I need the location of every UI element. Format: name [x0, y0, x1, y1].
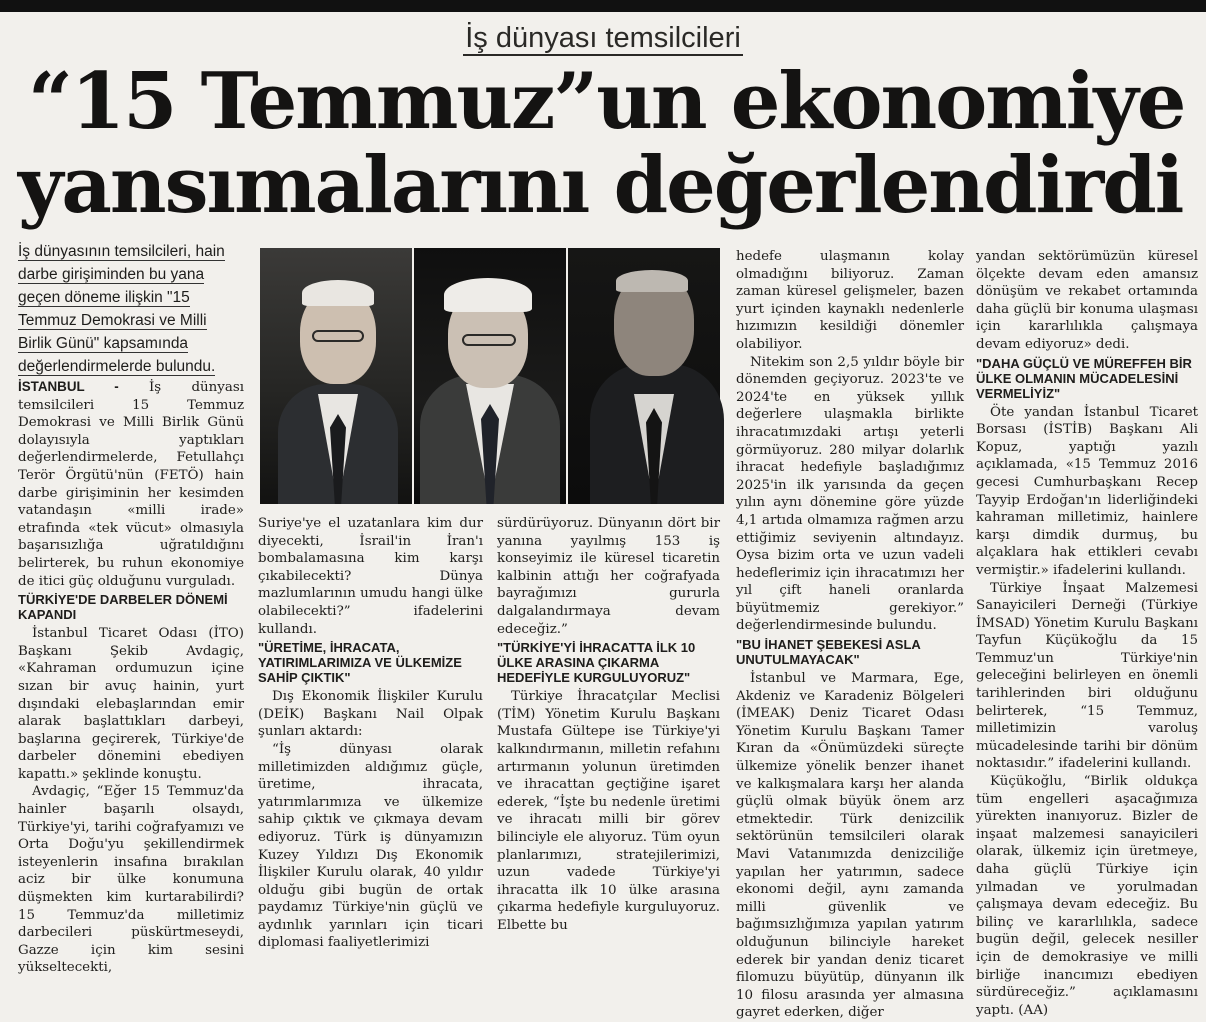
lead-paragraph: [18, 240, 238, 378]
dateline: İSTANBUL -: [18, 379, 119, 394]
col2-paragraph-2: Dış Ekonomik İlişkiler Kurulu (DEİK) Başkanı Nail Olpak şunları aktardı:: [258, 689, 483, 740]
portrait-photo-3: [568, 248, 720, 504]
subheading-ihanet: "BU İHANET ŞEBEKESİ ASLA UNUTULMAYACAK": [736, 637, 921, 668]
col4-paragraph-2: Nitekim son 2,5 yıldır böyle bir dönemden geçiyoruz. 2023'te ve 2024'te en yüksek yıllık değerlere ulaşmakla birlikte ihracatımızdaki artışı yeterli görmüyoruz. 280 milyar dolarlık ihracat hedefiyle başladığımız 2025'in ilk yarısında da geçen yılın aynı dönemine göre yüzde 4,1 artıda olmamıza rağmen arzu ettiğimiz seviyenin altındayız. Oysa bizim orta ve uzun vadeli hedeflerimiz için ihracatımızı her yıl çift haneli oranlarda büyütmemiz gerekiyor.” değerlendirmesinde bulundu.: [736, 354, 964, 634]
lead-text: İş dünyasının temsilcileri, hain darbe girişiminden bu yana geçen döneme ilişkin "15 Temmuz Demokrasi ve Milli Birlik Günü" kapsamında değerlendirmelerde bulundu.: [18, 243, 225, 375]
col3-paragraph-1: sürdürüyoruz. Dünyanın dört bir yanına yayılmış 153 iş konseyimiz ile küresel ticaretin kalbinin attığı her coğrafyada bayrağımızı gururla dalgalandırmaya devam edeceğiz.”: [497, 516, 720, 637]
subheading-darbeler: TÜRKİYE'DE DARBELER DÖNEMİ KAPANDI: [18, 592, 228, 623]
col5-paragraph-1: yandan sektörümüzün küresel ölçekte devam eden amansız dönüşüm ve rekabet ortamında daha güçlü bir konuma ulaşması için kararlılıkla çalışmaya devam ediyoruz» dedi.: [976, 249, 1198, 352]
portrait-photo-1: [260, 248, 412, 504]
top-black-band: [0, 0, 1206, 12]
article-column-4: [736, 248, 964, 1022]
col2-paragraph-3: “İş dünyası olarak milletimizden aldığımız güçle, üretime, ihracata, yatırımlarımıza ve ülkemize sahip çıktık ve çıkmaya devam ediyoruz. Türk iş dünyamızın Kuzey Yıldızı Dış Ekonomik İlişkiler Kurulu olarak, 40 yıldır olduğu gibi bugün de ortak paydamız Türkiye'nin güçlü ve aydınlık yarınları için ticari diplomasi faaliyetlerimizi: [258, 741, 483, 951]
article-column-3: [497, 515, 720, 934]
col5-paragraph-4: Küçükoğlu, “Birlik oldukça tüm engelleri aşacağımıza yürekten inanıyoruz. Bizler de inşaat malzemesi sanayicileri olarak, ülkemiz için üretmeye, daha güçlü Türkiye için yılmadan ve yorulmadan çalışmaya devam edeceğiz. Bu bilinç ve kararlılıkla, sadece bugün değil, gelecek nesiller için de demokrasiye ve milli birliğe inancımızı ebediyen sürdüreceğiz.” açıklamasını yaptı. (AA): [976, 774, 1198, 1018]
portrait-photo-2: [414, 248, 566, 504]
headline: [18, 56, 1198, 231]
headline-line-1: “15 Temmuz”un ekonomiye: [28, 56, 1185, 147]
col4-paragraph-1: hedefe ulaşmanın kolay olmadığını biliyoruz. Zaman zaman küresel gelişmeler, bazen yurt içinden kaynaklı nedenlerle hızımızın kesildiği dönemler olabiliyor.: [736, 249, 964, 352]
col1-paragraph-3: Avdagiç, “Eğer 15 Temmuz'da hainler başarılı olsaydı, Türkiye'yi, tarihi coğrafyamızı ve Orta Doğu'yu şekillendirmek isteyenlerin insafına bırakılan aciz bir ülke konumuna düşmekten kim kurtarabilirdi? 15 Temmuz'da milletimiz darbecileri püskürtmeseydi, Gazze için kim sesini yükseltecekti,: [18, 784, 244, 976]
kicker: [0, 22, 1206, 55]
article-column-2: [258, 515, 483, 952]
article-column-1: [18, 378, 244, 977]
col5-paragraph-3: Türkiye İnşaat Malzemesi Sanayicileri Derneği (Türkiye İMSAD) Yönetim Kurulu Başkanı Tayfun Küçükoğlu da 15 Temmuz'un Türkiye'nin geleceğini belirleyen en önemli tarihlerinden biri olduğunu belirterek, “15 Temmuz, milletimizin varoluş mücadelesinde tarihi bir dönüm noktasıdır.” ifadelerini kullandı.: [976, 580, 1198, 772]
subheading-ihracat: "TÜRKİYE'Yİ İHRACATTA İLK 10 ÜLKE ARASINA ÇIKARMA HEDEFİYLE KURGULUYORUZ": [497, 640, 696, 686]
col5-paragraph-2: Öte yandan İstanbul Ticaret Borsası (İSTİB) Başkanı Ali Kopuz, yaptığı yazılı açıklamada, «15 Temmuz 2016 gecesi Cumhurbaşkanı Recep Tayyip Erdoğan'ın liderliğindeki kahraman milletimiz, hainlere karşı dimdik durmuş, bu alçaklara hak ettikleri cevabı vermiştir.» ifadelerini kullandı.: [976, 404, 1198, 578]
col3-paragraph-2: Türkiye İhracatçılar Meclisi (TİM) Yönetim Kurulu Başkanı Mustafa Gültepe ise Türkiye'yi kalkındırmanın, milletin refahını artırmanın yolunun üretimden ve ihracattan geçtiğine işaret ederek, “İşte bu nedenle üretimi ve ihracatı milli bir görev bilinciyle ele alıyoruz. Tüm oyun planlarımızı, stratejilerimizi, uzun vadede Türkiye'yi ihracatta ilk 10 ülke arasına çıkarma hedefiyle kurguluyoruz. Elbette bu: [497, 689, 720, 933]
article-column-5: [976, 248, 1198, 1019]
col1-paragraph-1: İş dünyası temsilcileri 15 Temmuz Demokrasi ve Milli Birlik Günü dolayısıyla yaptıkları değerlendirmelerde, Fetullahçı Terör Örgütü'nün (FETÖ) hain darbe girişiminin her kesimden vatandaşın «milli irade» etrafında «tek vücut» olmasıyla başarısızlığa uğratıldığını belirterek, bu ruhun ekonomiye de itici güç olduğunu vurguladı.: [18, 380, 244, 589]
col4-paragraph-3: İstanbul ve Marmara, Ege, Akdeniz ve Karadeniz Bölgeleri (İMEAK) Deniz Ticaret Odası Yönetim Kurulu Başkanı Tamer Kıran da «Önümüzdeki süreçte ülkemize yönelik benzer ihanet ve kalkışmalara karşı her alanda güçlü olmak büyük önem arz etmektedir. Türk denizcilik sektörünün temsilcileri olarak Mavi Vatanımızda denizciliğe yapılan her yatırımın, sadece ekonomi değil, aynı zamanda milli güvenlik ve bağımsızlığımıza yapılan yatırım olduğunun bilinciyle hareket ederek bir yandan deniz ticaret filomuzu büyütüp, dünyanın ilk 10 filosu arasında yer almasına gayret ederken, diğer: [736, 671, 964, 1021]
col2-paragraph-1: Suriye'ye el uzatanlara kim dur diyecekti, İsrail'in İran'ı bombalamasına kim karşı çıkabilecekti? Dünya mazlumlarının umudu hangi ülke olabilecekti?” ifadelerini kullandı.: [258, 516, 483, 637]
subheading-uretime: "ÜRETİME, İHRACATA, YATIRIMLARIMIZA VE ÜLKEMİZE SAHİP ÇIKTIK": [258, 640, 462, 686]
headline-line-2: yansımalarını değerlendirdi: [18, 140, 1183, 231]
subheading-guclu-ulke: "DAHA GÜÇLÜ VE MÜREFFEH BİR ÜLKE OLMANIN MÜCADELESİNİ VERMELİYİZ": [976, 355, 1192, 401]
photo-strip: [260, 248, 720, 504]
kicker-text: İş dünyası temsilcileri: [465, 22, 741, 54]
col1-paragraph-2: İstanbul Ticaret Odası (İTO) Başkanı Şekib Avdagiç, «Kahraman ordumuzun içine sızan bir avuç hainin, yurt dışındaki elebaşlarından emir alarak başlattıkları darbeyi, başlarına geçirerek, Türkiye'de darbeler dönemini ebediyen kapattı.» şeklinde konuştu.: [18, 626, 244, 782]
